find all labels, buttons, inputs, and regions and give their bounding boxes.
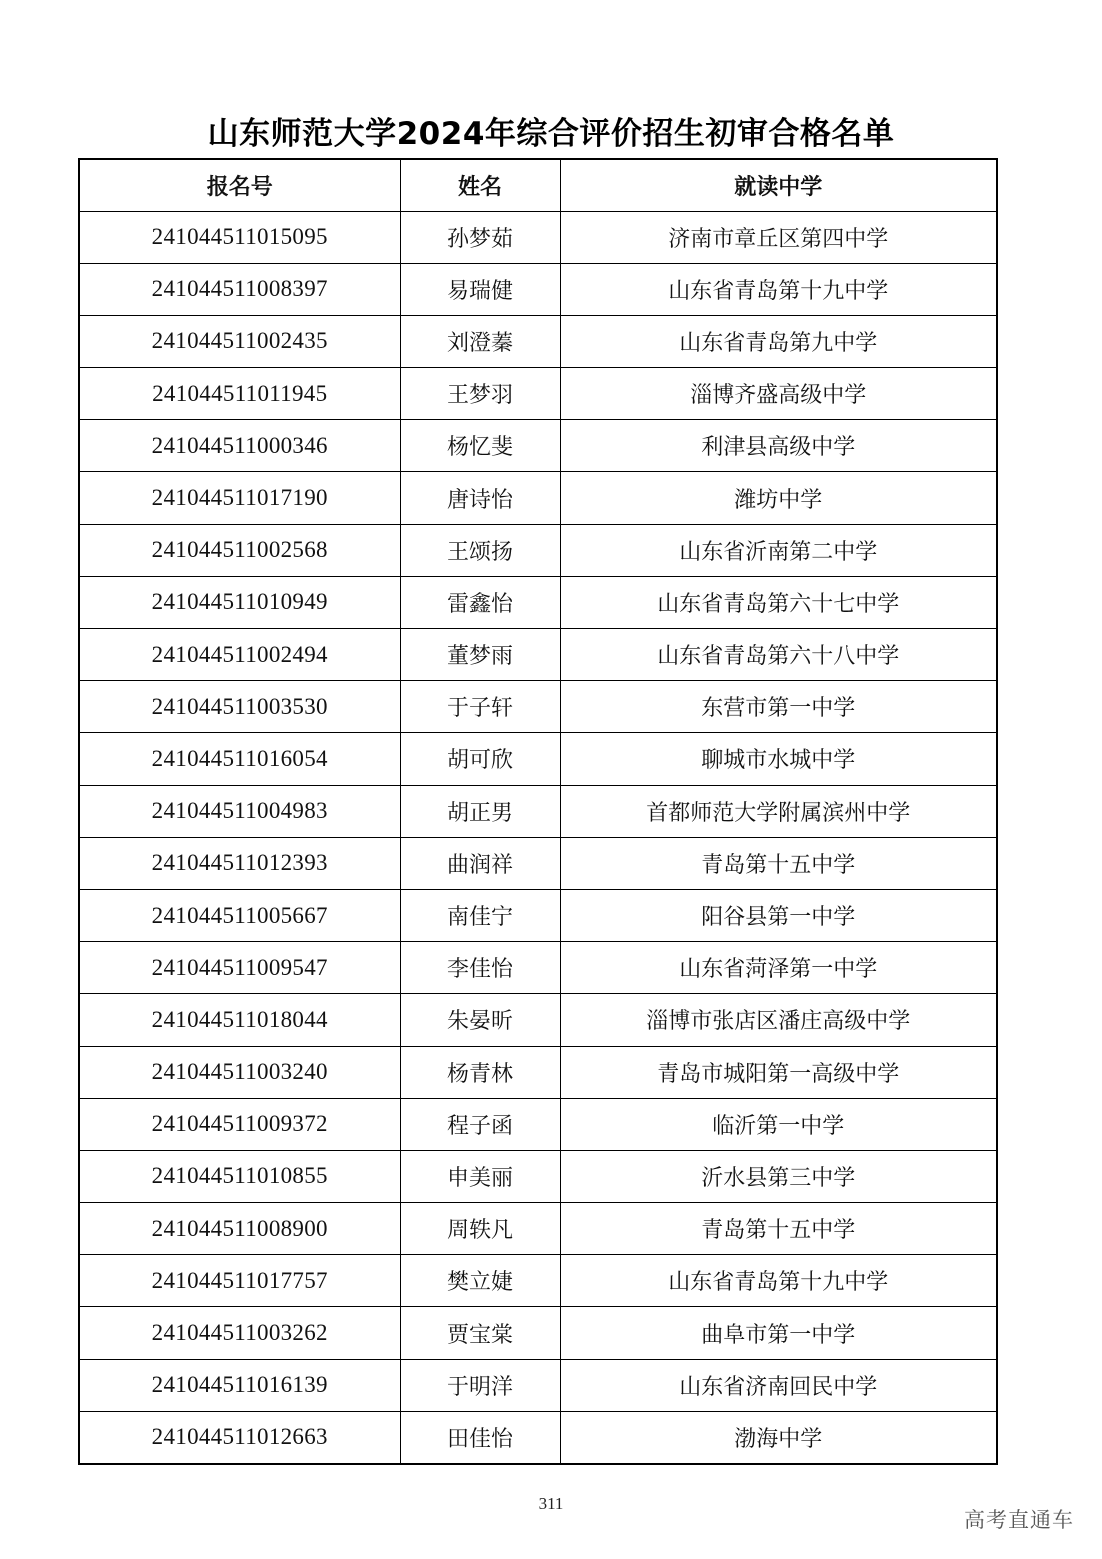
column-header-school: 就读中学	[560, 159, 997, 211]
table-row	[79, 1098, 997, 1150]
student-name-cell: 刘澄蓁	[400, 315, 560, 367]
table-row	[79, 1359, 997, 1411]
registration-number-cell: 241044511008900	[79, 1203, 400, 1255]
student-name-cell: 王梦羽	[400, 368, 560, 420]
school-name-cell: 山东省青岛第九中学	[560, 315, 997, 367]
student-name-cell: 雷鑫怡	[400, 576, 560, 628]
school-name-cell: 青岛第十五中学	[560, 837, 997, 889]
table-header-row	[79, 159, 997, 211]
student-name-cell: 董梦雨	[400, 629, 560, 681]
registration-number-cell: 241044511011945	[79, 368, 400, 420]
school-name-cell: 淄博齐盛高级中学	[560, 368, 997, 420]
school-name-cell: 山东省青岛第十九中学	[560, 1255, 997, 1307]
table-row	[79, 315, 997, 367]
table-body	[79, 211, 997, 1464]
student-name-cell: 王颂扬	[400, 524, 560, 576]
table-row	[79, 681, 997, 733]
column-header-registration-number: 报名号	[79, 159, 400, 211]
table-row	[79, 420, 997, 472]
school-name-cell: 潍坊中学	[560, 472, 997, 524]
school-name-cell: 聊城市水城中学	[560, 733, 997, 785]
student-name-cell: 田佳怡	[400, 1411, 560, 1463]
school-name-cell: 利津县高级中学	[560, 420, 997, 472]
school-name-cell: 山东省青岛第十九中学	[560, 263, 997, 315]
table-row	[79, 942, 997, 994]
school-name-cell: 青岛第十五中学	[560, 1203, 997, 1255]
registration-number-cell: 241044511016139	[79, 1359, 400, 1411]
student-name-cell: 贾宝棠	[400, 1307, 560, 1359]
table-row	[79, 1307, 997, 1359]
student-name-cell: 于明洋	[400, 1359, 560, 1411]
registration-number-cell: 241044511018044	[79, 994, 400, 1046]
watermark-logo-text: 高考直通车	[964, 1508, 1074, 1532]
table-row	[79, 576, 997, 628]
page-number: 311	[538, 1494, 564, 1513]
student-name-cell: 于子轩	[400, 681, 560, 733]
school-name-cell: 淄博市张店区潘庄高级中学	[560, 994, 997, 1046]
table-row	[79, 211, 997, 263]
school-name-cell: 阳谷县第一中学	[560, 889, 997, 941]
registration-number-cell: 241044511000346	[79, 420, 400, 472]
admission-list-table	[78, 158, 998, 1465]
table-row	[79, 837, 997, 889]
table-row	[79, 994, 997, 1046]
table-row	[79, 524, 997, 576]
student-name-cell: 朱晏昕	[400, 994, 560, 1046]
registration-number-cell: 241044511012393	[79, 837, 400, 889]
school-name-cell: 临沂第一中学	[560, 1098, 997, 1150]
school-name-cell: 山东省青岛第六十八中学	[560, 629, 997, 681]
student-name-cell: 杨忆斐	[400, 420, 560, 472]
registration-number-cell: 241044511003262	[79, 1307, 400, 1359]
student-name-cell: 胡正男	[400, 785, 560, 837]
student-name-cell: 唐诗怡	[400, 472, 560, 524]
table-row	[79, 472, 997, 524]
school-name-cell: 山东省济南回民中学	[560, 1359, 997, 1411]
registration-number-cell: 241044511010855	[79, 1150, 400, 1202]
column-header-name: 姓名	[400, 159, 560, 211]
registration-number-cell: 241044511003240	[79, 1046, 400, 1098]
registration-number-cell: 241044511016054	[79, 733, 400, 785]
registration-number-cell: 241044511009372	[79, 1098, 400, 1150]
school-name-cell: 青岛市城阳第一高级中学	[560, 1046, 997, 1098]
school-name-cell: 首都师范大学附属滨州中学	[560, 785, 997, 837]
registration-number-cell: 241044511005667	[79, 889, 400, 941]
table-row	[79, 263, 997, 315]
registration-number-cell: 241044511010949	[79, 576, 400, 628]
table-row	[79, 1203, 997, 1255]
school-name-cell: 济南市章丘区第四中学	[560, 211, 997, 263]
document-title: 山东师范大学2024年综合评价招生初审合格名单	[207, 116, 895, 152]
school-name-cell: 东营市第一中学	[560, 681, 997, 733]
table-row	[79, 1150, 997, 1202]
registration-number-cell: 241044511003530	[79, 681, 400, 733]
registration-number-cell: 241044511012663	[79, 1411, 400, 1463]
school-name-cell: 沂水县第三中学	[560, 1150, 997, 1202]
registration-number-cell: 241044511009547	[79, 942, 400, 994]
school-name-cell: 曲阜市第一中学	[560, 1307, 997, 1359]
registration-number-cell: 241044511017190	[79, 472, 400, 524]
student-name-cell: 曲润祥	[400, 837, 560, 889]
school-name-cell: 山东省菏泽第一中学	[560, 942, 997, 994]
student-name-cell: 南佳宁	[400, 889, 560, 941]
student-name-cell: 杨青林	[400, 1046, 560, 1098]
registration-number-cell: 241044511002494	[79, 629, 400, 681]
table-row	[79, 1255, 997, 1307]
table-row	[79, 785, 997, 837]
student-name-cell: 周轶凡	[400, 1203, 560, 1255]
student-name-cell: 易瑞健	[400, 263, 560, 315]
student-name-cell: 孙梦茹	[400, 211, 560, 263]
school-name-cell: 山东省青岛第六十七中学	[560, 576, 997, 628]
student-name-cell: 李佳怡	[400, 942, 560, 994]
table-row	[79, 1411, 997, 1463]
table-row	[79, 629, 997, 681]
table-row	[79, 368, 997, 420]
registration-number-cell: 241044511004983	[79, 785, 400, 837]
school-name-cell: 渤海中学	[560, 1411, 997, 1463]
school-name-cell: 山东省沂南第二中学	[560, 524, 997, 576]
registration-number-cell: 241044511002568	[79, 524, 400, 576]
registration-number-cell: 241044511017757	[79, 1255, 400, 1307]
table-row	[79, 889, 997, 941]
student-name-cell: 樊立婕	[400, 1255, 560, 1307]
registration-number-cell: 241044511008397	[79, 263, 400, 315]
table-row	[79, 1046, 997, 1098]
student-name-cell: 申美丽	[400, 1150, 560, 1202]
student-name-cell: 胡可欣	[400, 733, 560, 785]
student-name-cell: 程子函	[400, 1098, 560, 1150]
registration-number-cell: 241044511002435	[79, 315, 400, 367]
table-row	[79, 733, 997, 785]
registration-number-cell: 241044511015095	[79, 211, 400, 263]
